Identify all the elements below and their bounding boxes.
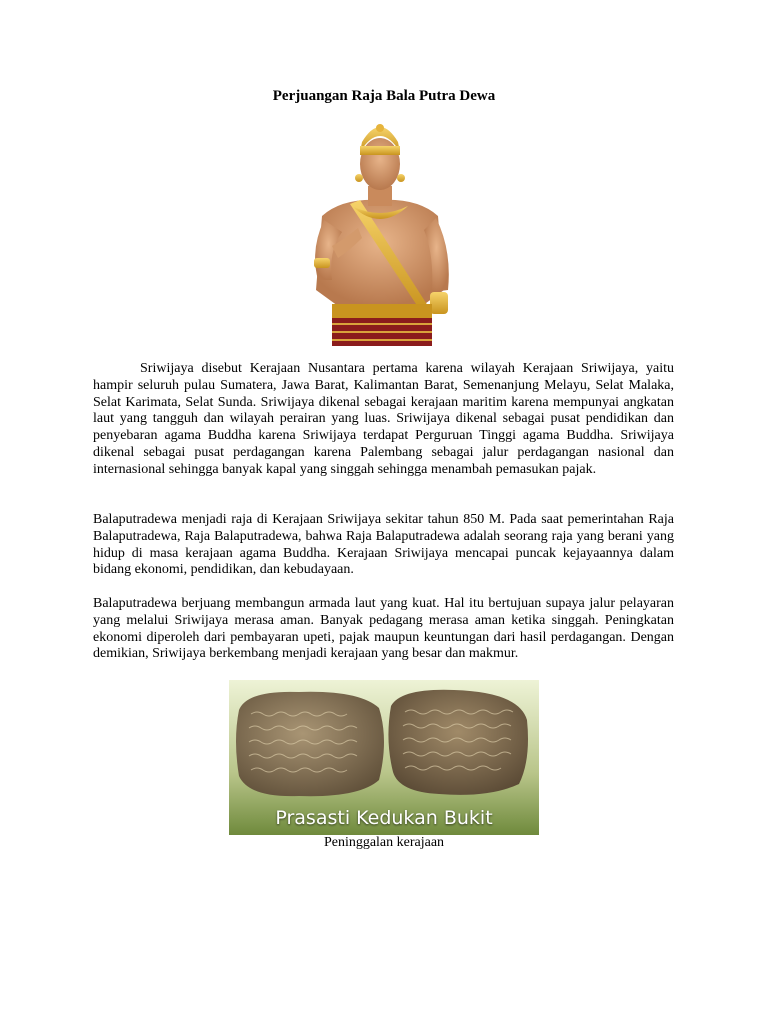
paragraph-2: Balaputradewa menjadi raja di Kerajaan Sriwijaya sekitar tahun 850 M. Pada saat pemerintahan Raja Balaputradewa, Raja Balaputradewa, bahwa Raja Balaputradewa adalah seorang raja yang berani yang hidup di masa kerajaan agama Buddha. Kerajaan Sriwijaya mencapai puncak kejayaannya dalam bidang ekonomi, pendidikan, dan kebudayaan.	[93, 512, 674, 578]
paragraph-1: Sriwijaya disebut Kerajaan Nusantara pertama karena wilayah Kerajaan Sriwijaya, yaitu hampir seluruh pulau Sumatera, Jawa Barat, Kalimantan Barat, Semenanjung Melayu, Selat Malaka, Selat Karimata, Selat Sunda. Sriwijaya dikenal sebagai kerajaan maritim karena mempunyai angkatan laut yang tangguh dan wilayah perairan yang luas. Sriwijaya dikenal sebagai pusat pendidikan dan penyebaran agama Buddha karena Sriwijaya terdapat Perguruan Tinggi agama Buddha. Sriwijaya dikenal sebagai pusat perdagangan karena Palembang sebagai jalur perdagangan nasional dan internasional sehingga banyak kapal yang singgah sehingga menambah pemasukan pajak.	[93, 361, 674, 477]
paragraph-3: Balaputradewa berjuang membangun armada laut yang kuat. Hal itu bertujuan supaya jalur pelayaran yang melalui Sriwijaya merasa aman. Banyak pedagang merasa aman ketika singgah. Peningkatan ekonomi diperoleh dari pembayaran upeti, pajak maupun keuntungan dari hasil perdagangan. Dengan demikian, Sriwijaya berkembang menjadi kerajaan yang besar dan makmur.	[93, 596, 674, 662]
stone-inscription-image	[229, 680, 539, 835]
figure-caption: Peninggalan kerajaan	[323, 835, 445, 850]
king-illustration	[302, 120, 458, 346]
stone-image-label: Prasasti Kedukan Bukit	[275, 807, 493, 829]
page-title: Perjuangan Raja Bala Putra Dewa	[272, 88, 496, 104]
